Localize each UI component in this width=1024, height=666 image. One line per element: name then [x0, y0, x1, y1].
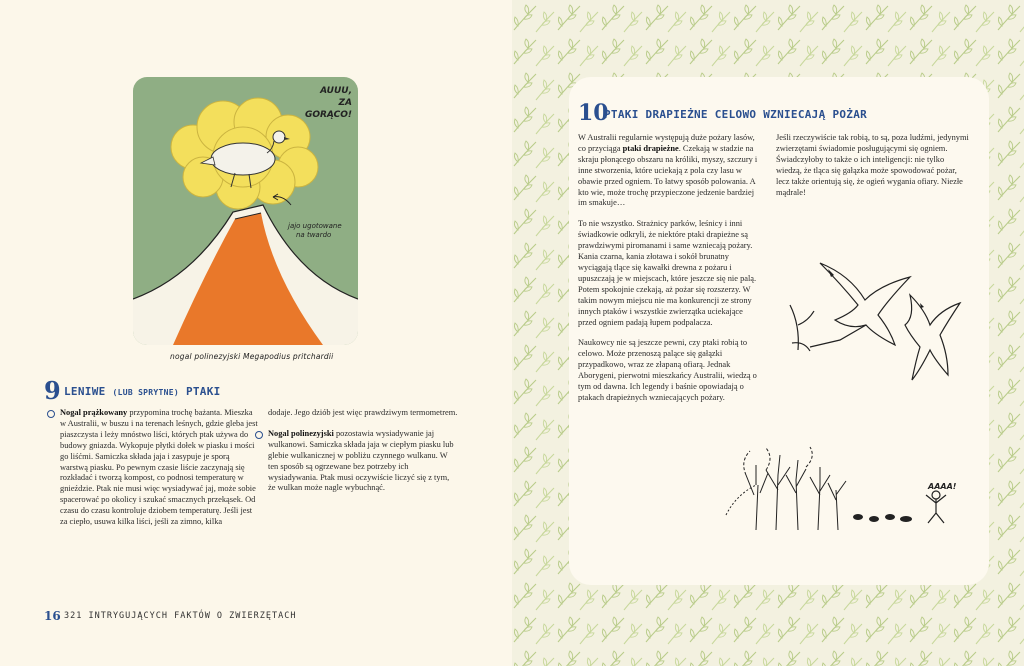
section-10-title: PTAKI DRAPIEŻNE CELOWO WZNIECAJĄ POŻAR [604, 108, 868, 121]
p1-after: . Czekają w stadzie na skraju płonącego obszaru na króliki, myszy, szczury i inne stworzenia, które uciekają z pola czy lasu w obawie przed ogniem. To łatwy sposób polowania. A kto wie, może trochę przypieczone jedzenie bardziej im smakuje… [578, 143, 758, 208]
forest-fire-drawing [706, 445, 966, 535]
speech-line-1: AUUU, [320, 86, 352, 96]
section-9-title [64, 385, 221, 398]
egg-note [288, 222, 342, 240]
section-9-title-small: (LUB SPRYTNE) [112, 388, 179, 397]
egg-note-line-1: jajo ugotowane [288, 222, 342, 230]
bullet-2-bold: Nogal polinezyjski [268, 428, 334, 438]
p1-bold: ptaki drapieżne [622, 143, 679, 153]
section-10-paragraph-3: Naukowcy nie są jeszcze pewni, czy ptaki robią to celowo. Może przenoszą palące się gałązki przypadkowo, wraz ze złapaną ofiarą. Jednak Aborygeni, pierwotni mieszkańcy Australii, wiedzą o tym od dawna. Ich legendy i baśnie opowiadają o ptakach drapieżnych wzniecających pożary. [578, 338, 757, 402]
section-9-column-2 [268, 408, 458, 494]
p1-before: W Australii regularnie występują duże pożary lasów, co przyciąga [578, 133, 755, 153]
illustration-caption: nogal polinezyjski Megapodius pritchardii [170, 352, 334, 361]
section-10-column-1 [578, 133, 762, 414]
section-9-number: 9 [44, 376, 61, 405]
bullet-nogal-polinezyjski [268, 429, 458, 494]
section-9-title-part2: PTAKI [185, 385, 221, 398]
egg-note-line-2: na twardo [296, 231, 332, 239]
bullet-1-continued: dodaje. Jego dziób jest więc prawdziwym termometrem. [268, 408, 458, 417]
birds-of-prey-drawing [770, 255, 970, 395]
section-10-paragraph-2: To nie wszystko. Strażnicy parków, leśnicy i inni świadkowie odkryli, że niektóre ptaki drapieżne są prawdziwymi piromanami i same wzniecają pożary. Kania czarna, kania złotawa i sokół brunatny wyciągają tlące się kawałki drewna z pożaru i upuszczają je w miejscach, które jeszcze się nie palą. Potem spokojnie czekają, aż pożar się rozszerzy. W takim nowym miejscu nie ma konkurencji ze strony innych ptaków i wszystkie zwierzątka uciekające przed ogniem padają łupem podpalacza. [578, 219, 757, 327]
scream-text: AAAA! [928, 482, 957, 491]
speech-line-2: ZA GORĄCO! [304, 98, 352, 120]
section-9-column-1 [60, 408, 258, 528]
section-10-paragraph-1 [578, 133, 762, 209]
bullet-1-bold: Nogal prążkowany [60, 408, 128, 417]
bullet-dot [255, 431, 263, 439]
bullet-2-text: pozostawia wysiadywanie jaj wulkanowi. Samiczka składa jaja w ciepłym piasku lub glebie wulkanicznej w pobliżu czynnego wulkanu. W ten sposób są ogrzewane bez potrzeby ich wysiadywania. Ptak musi oczywiście liczyć się z tym, że wulkan może nagle wybuchnąć. [268, 428, 454, 493]
section-10-paragraph-4: Jeśli rzeczywiście tak robią, to są, poza ludźmi, jedynymi zwierzętami świadomie posługującymi się ogniem. Świadczyłoby to także o ich inteligencji: nie tylko wiedzą, że tląca się gałązka może spowodować pożar, lecz także orientują się, że ogień wygania ofiary. Niezłe mądrale! [776, 133, 969, 197]
book-title-footer: 321 INTRYGUJĄCYCH FAKTÓW O ZWIERZĘTACH [64, 611, 297, 621]
page-number: 16 [44, 609, 61, 623]
section-10-number: 10 [578, 100, 609, 126]
bullet-1-text: przypomina trochę bażanta. Mieszka w Australii, w buszu i na terenach leśnych, gdzie gleba jest piaszczysta i leży mnóstwo liści, których ptak używa do budowy gniazda. Wykopuje płytki dołek w piasku i mości go liśćmi. Samiczka składa jaja i zasypuje je sporą warstwą piasku. Po pewnym czasie liście zaczynają się rozkładać i tworzą kompost, co podnosi temperaturę w gnieździe. Ptak nie musi więc wysiadywać jaj, może sobie spacerować po okolicy i szukać smacznych przekąsek. Od czasu do czasu kontroluje dziobem temperaturę. Jeśli jest za ciepło, usuwa kilka liści, jeśli za zimno, kilka [60, 408, 258, 527]
bullet-dot [47, 410, 55, 418]
section-10-column-2 [776, 133, 972, 208]
speech-bubble-text [300, 85, 352, 121]
section-9-title-part1: LENIWE [64, 385, 106, 398]
bullet-nogal-prazkowany [60, 408, 258, 528]
